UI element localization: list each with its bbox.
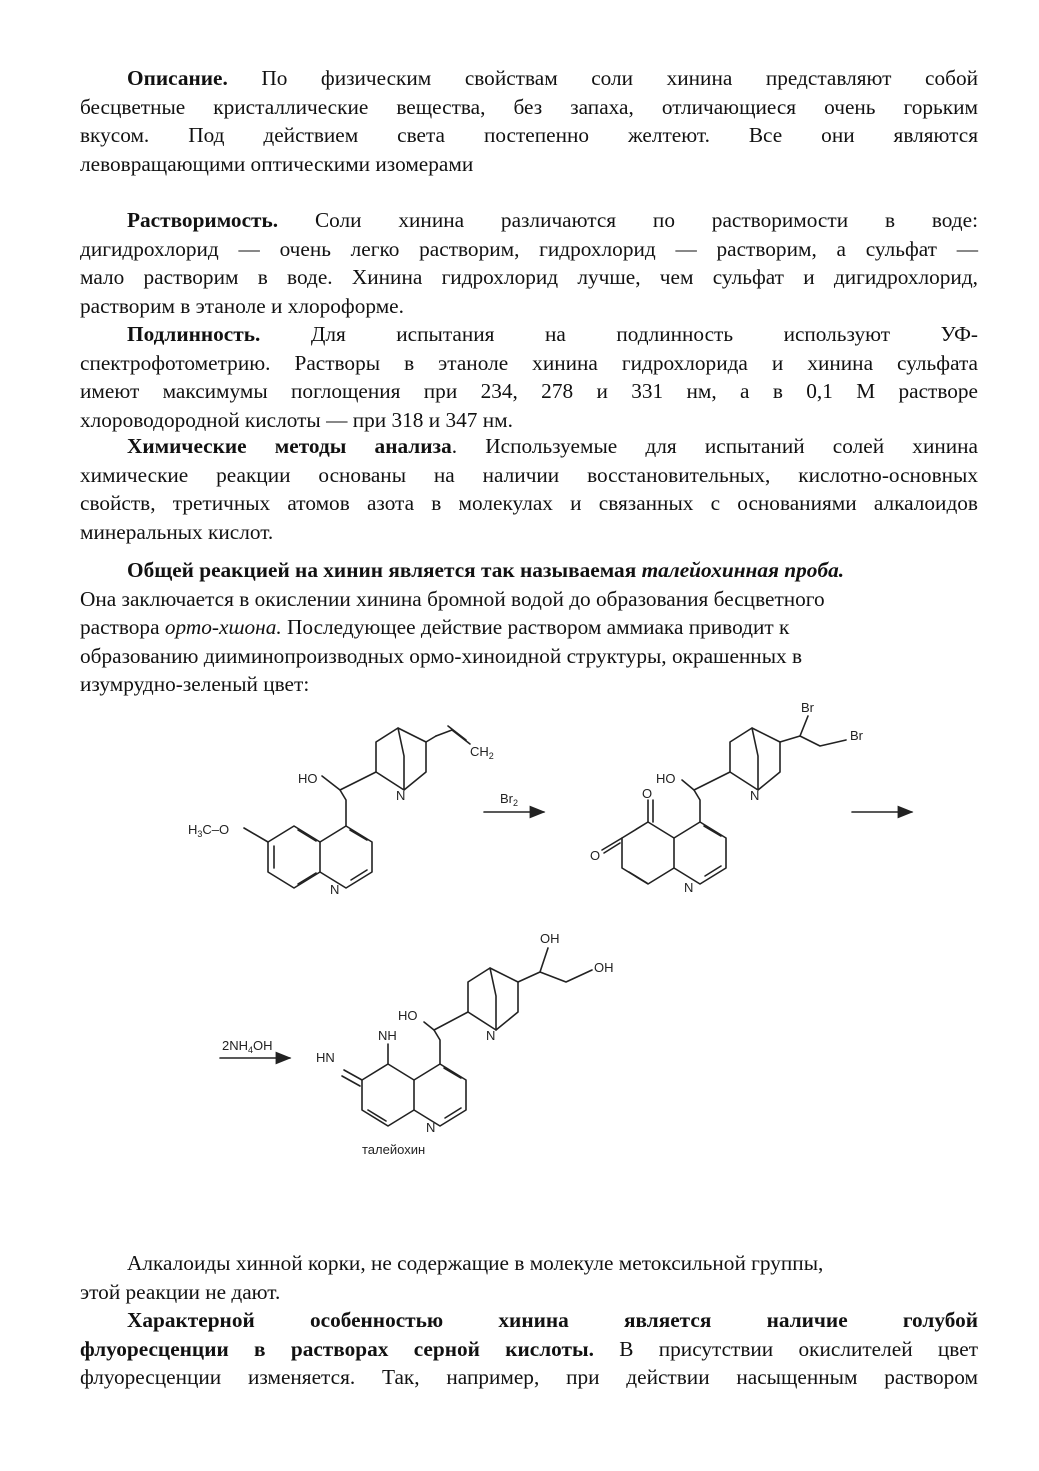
solubility-line-1: Растворимость. Соли хинина различаются по растворимости в воде: xyxy=(127,208,978,232)
ortho-quinone-structure xyxy=(602,716,846,884)
chemical-methods-line-1: Химические методы анализа. Используемые для испытаний солей хинина xyxy=(127,434,978,458)
ch2-label: $CH_2$ xyxy=(470,744,494,761)
br-label-2: Br xyxy=(850,728,863,743)
chemical-methods-heading: Химические методы анализа xyxy=(127,434,452,458)
chemical-methods-line-3: свойств, третичных атомов азота в молекулах и связанных с основаниями алкалоидов xyxy=(80,491,978,516)
identity-line-4: хлороводородной кислоты — при 318 и 347 нм. xyxy=(80,407,513,432)
fluorescence-paragraph xyxy=(80,1306,978,1392)
o-label-2: O xyxy=(590,848,601,863)
methoxy-label: $H_3C-O$ xyxy=(188,822,230,839)
description-line-2: бесцветные кристаллические вещества, без запаха, отличающиеся очень горьким xyxy=(80,94,978,119)
reagent-br2: $Br_2$ xyxy=(500,791,519,808)
description-line-3: вкусом. Под действием света постепенно желтеют. Все они являются xyxy=(80,123,978,148)
n-label-2b: N xyxy=(684,880,694,895)
description-line-1: Описание. По физическим свойствам соли хинина представляют собой xyxy=(127,66,978,90)
ho-label-2: HO xyxy=(656,771,676,786)
description-line-4: левовращающими оптическими изомерами xyxy=(80,151,474,176)
description-heading: Описание. xyxy=(127,66,228,90)
fluorescence-line-2: флуоресценции в растворах серной кислоты. В присутствии окислителей цвет xyxy=(80,1336,979,1361)
n-label-2a: N xyxy=(750,788,760,803)
solubility-heading: Растворимость. xyxy=(127,208,279,232)
identity-line-2: спектрофотометрию. Растворы в этаноле хинина гидрохлорида и хинина сульфата xyxy=(80,350,978,375)
hn-label: HN xyxy=(316,1050,335,1065)
quinine-structure xyxy=(244,726,470,888)
solubility-line-4: растворим в этаноле и хлороформе. xyxy=(80,293,404,318)
solubility-line-2: дигидрохлорид — очень легко растворим, гидрохлорид — растворим, а сульфат — xyxy=(80,236,978,261)
identity-line-1: Подлинность. Для испытания на подлинность используют УФ- xyxy=(127,322,978,346)
br-label-1: Br xyxy=(801,700,814,715)
chemical-methods-line-4: минеральных кислот. xyxy=(80,519,274,544)
thalleioquin-line-3: раствора орто-хшона. Последующее действие раствором аммиака приводит к xyxy=(80,615,790,640)
thalleioquin-line-4: образованию дииминопроизводных ормо-хиноидной структуры, окрашенных в xyxy=(80,643,803,668)
n-label-3b: N xyxy=(426,1120,436,1135)
o-label-1: O xyxy=(642,786,653,801)
oh-label-1: OH xyxy=(540,931,560,946)
n-label-3a: N xyxy=(486,1028,496,1043)
alkaloids-line-2: этой реакции не дают. xyxy=(80,1279,281,1304)
ho-label-3: HO xyxy=(398,1008,418,1023)
alkaloids-paragraph xyxy=(80,1249,940,1306)
identity-line-3: имеют максимумы поглощения при 234, 278 и 331 нм, а в 0,1 М растворе xyxy=(80,379,978,404)
thalleioquin-line-2: Она заключается в окислении хинина бромной водой до образования бесцветного xyxy=(80,586,825,611)
reagent-nh4oh: $2NH_4OH$ xyxy=(222,1038,273,1055)
thalleioquin-line-5: изумрудно-зеленый цвет: xyxy=(80,672,310,697)
oh-label-2: OH xyxy=(594,960,614,975)
thalleioquin-heading-italic: талейохинная проба. xyxy=(641,558,845,582)
alkaloids-line-1: Алкалоиды хинной корки, не содержащие в молекуле метоксильной группы, xyxy=(127,1251,824,1275)
solubility-line-3: мало растворим в воде. Хинина гидрохлорид лучше, чем сульфат и дигидрохлорид, xyxy=(80,265,978,290)
n-label-1a: N xyxy=(396,788,406,803)
chemical-methods-line-2: химические реакции основаны на наличии восстановительных, кислотно-основных xyxy=(80,462,978,487)
n-label-1b: N xyxy=(330,882,340,897)
ho-label-1: HO xyxy=(298,771,318,786)
fluorescence-line-1: Характерной особенностью хинина является наличие голубой xyxy=(127,1308,978,1332)
thalleioquin-heading: Общей реакцией на хинин является так называемая xyxy=(127,558,637,582)
fluorescence-line-3: флуоресценции изменяется. Так, например, при действии насыщенным раствором xyxy=(80,1365,978,1390)
identity-heading: Подлинность. xyxy=(127,322,261,346)
nh-label: NH xyxy=(378,1028,397,1043)
thalleioquin-caption: талейохин xyxy=(362,1142,426,1157)
